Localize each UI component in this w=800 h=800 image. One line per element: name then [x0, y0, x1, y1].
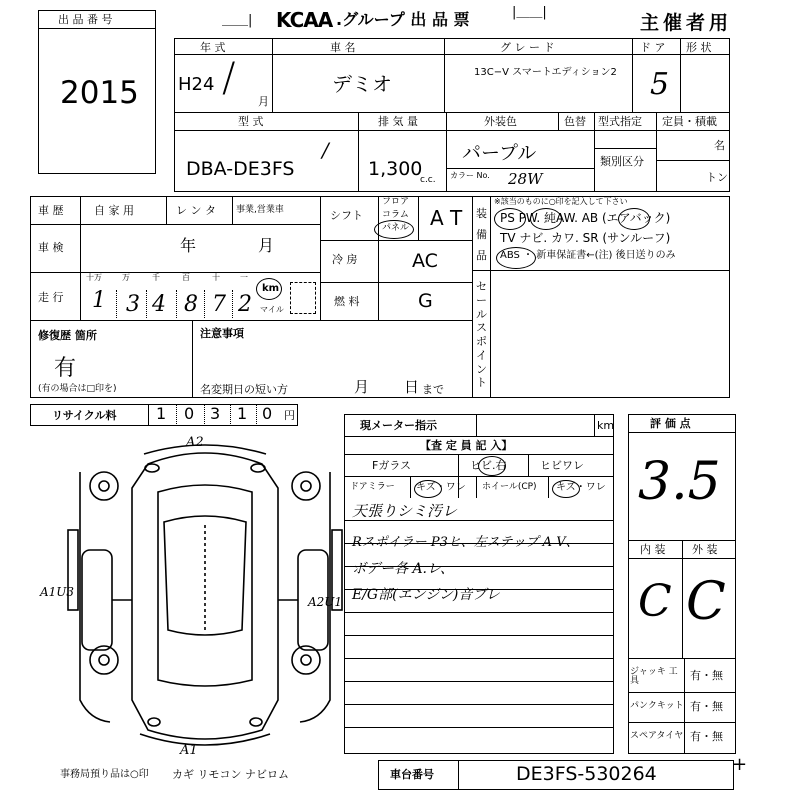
- grade-label: グ レ ー ド: [500, 41, 555, 54]
- remark-line: ボデー各 A.レ、: [352, 561, 454, 577]
- diagram-mark-left: A1U3: [40, 585, 75, 599]
- office-items: カギ リモコン ナビロム: [172, 768, 289, 781]
- year-slash: /: [222, 55, 236, 101]
- ac-label: 冷 房: [332, 253, 358, 266]
- color-no-label: カラー No.: [450, 171, 490, 180]
- displacement-unit: c.c.: [420, 175, 436, 185]
- mileage-digit-label: 十万: [86, 273, 102, 282]
- puncture-label: パンクキット: [630, 701, 684, 711]
- diagram-mark-rear: A1: [180, 743, 198, 758]
- lot-number: 2015: [60, 75, 139, 111]
- equipment-note: ※該当のものに○印を記入して下さい: [494, 197, 628, 206]
- category-label: 類別区分: [600, 155, 644, 168]
- car-damage-diagram: [60, 430, 350, 758]
- jack-value: 有・無: [690, 669, 723, 682]
- repair-note: (有の場合は□印を): [38, 384, 117, 394]
- recycle-digit: 1: [156, 404, 167, 423]
- color-value: パープル: [462, 142, 537, 164]
- recycle-unit: 円: [284, 409, 295, 422]
- displacement-label: 排 気 量: [378, 115, 418, 128]
- mileage-digit: 4: [152, 292, 166, 317]
- mileage-digit: 3: [126, 292, 140, 317]
- car-name: デミオ: [332, 72, 392, 96]
- capacity-label: 定員・積載: [662, 115, 717, 128]
- mirror-circle: [414, 480, 442, 498]
- stamp-box-right: |＿＿|: [512, 5, 547, 20]
- mileage-digit-label: 一: [240, 273, 248, 282]
- score-label: 評 価 点: [650, 417, 691, 430]
- chassis-mark: +: [732, 754, 748, 775]
- repair-value: 有: [54, 356, 77, 381]
- meter-label: 現メーター指示: [360, 419, 437, 432]
- brand-logo: KCAA: [276, 8, 333, 32]
- name-label: 車 名: [330, 41, 356, 54]
- color-no-value: 28W: [508, 170, 543, 188]
- glass-circle: [478, 456, 506, 476]
- pw-circle: [530, 208, 562, 230]
- fuel-label: 燃 料: [334, 295, 360, 308]
- recycle-label: リサイクル料: [52, 409, 117, 422]
- equipment-label: 装 備 品: [476, 207, 487, 262]
- panel-circle: [374, 220, 414, 239]
- mileage-digit: 2: [238, 292, 252, 317]
- shape-label: 形 状: [686, 41, 712, 54]
- repair-label: 修復歴 箇所: [38, 329, 97, 342]
- name-change-month: 月: [354, 378, 370, 396]
- glass-crack: ヒビワレ: [540, 459, 584, 472]
- puncture-value: 有・無: [690, 700, 723, 713]
- chassis-label: 車台番号: [390, 768, 434, 781]
- mileage-digit: 8: [184, 292, 198, 317]
- inspection-label: 車 検: [38, 241, 64, 254]
- recycle-digit: 0: [184, 404, 195, 423]
- name-change-day: 日: [404, 378, 420, 396]
- spare-label: スペアタイヤ: [630, 731, 684, 741]
- color-label: 外装色: [484, 115, 517, 128]
- shift-label: シフト: [330, 209, 363, 222]
- meter-unit: km: [597, 419, 615, 432]
- diagram-mark-front: A2: [186, 435, 204, 450]
- year-label: 年 式: [200, 41, 226, 54]
- remark-line: 天張りシミ汚レ: [352, 502, 458, 520]
- mileage-unit-km: km: [262, 283, 280, 294]
- name-change-until: まで: [422, 383, 444, 396]
- sales-point-label: セールスポイント: [476, 280, 487, 390]
- year-value: H24: [178, 74, 215, 95]
- inspector-label: 【査 定 員 記 入】: [420, 439, 513, 452]
- mileage-digit-label: 万: [122, 273, 130, 282]
- lot-number-label: 出 品 番 号: [58, 13, 113, 26]
- model-label: 型 式: [238, 115, 264, 128]
- equipment-row-3: ABS ・ 新車保証書←(注) 後日送りのみ: [500, 250, 676, 261]
- name-change-label: 名変期日の短い方: [200, 383, 288, 396]
- capacity-unit-ton: トン: [706, 171, 728, 184]
- diagram-mark-right: A2U1: [308, 595, 343, 609]
- capacity-unit-person: 名: [714, 139, 725, 152]
- ps-circle: [494, 208, 526, 230]
- score-value: 3.5: [638, 452, 721, 512]
- exterior-value: C: [686, 572, 726, 632]
- mileage-digit: 1: [92, 288, 106, 313]
- color-change-label: 色替: [564, 115, 586, 128]
- remark-line: Rスポイラー P3ヒ、左ステップ A V、: [352, 535, 579, 550]
- displacement-value: 1,300: [368, 158, 423, 180]
- model-mark: /: [322, 138, 329, 162]
- equipment-row-1: PS PW. 純AW. AB (エアバック): [500, 211, 671, 225]
- model-spec-label: 型式指定: [598, 115, 642, 128]
- inspection-year: 年: [180, 236, 197, 255]
- shift-value: A T: [430, 206, 463, 230]
- recycle-digit: 0: [262, 404, 273, 423]
- chassis-number: DE3FS-530264: [516, 763, 657, 785]
- mirror-options: キズ・ワレ: [416, 482, 466, 493]
- history-label: 車 歴: [38, 204, 64, 217]
- inspection-month: 月: [258, 236, 275, 255]
- mile-checkbox: [290, 282, 316, 314]
- recycle-digit: 3: [210, 404, 221, 423]
- wheel-options: キズ・ワレ: [556, 482, 606, 493]
- history-commercial: 事業,営業車: [236, 205, 284, 215]
- stamp-box-left: ＿＿|: [222, 13, 253, 28]
- mileage-digit: 7: [212, 292, 226, 317]
- wheel-circle: [552, 480, 580, 498]
- month-suffix: 月: [258, 95, 269, 108]
- shift-option-column: コラム: [382, 210, 409, 220]
- ab-circle: [618, 208, 650, 230]
- wheel-label: ホイール(CP): [482, 482, 537, 492]
- km-circle: [256, 278, 282, 300]
- copy-label: 主催者用: [640, 12, 733, 34]
- abs-circle: [496, 247, 536, 269]
- remark-line: E/G部(エンジン)音ブレ: [352, 587, 500, 603]
- exterior-label: 外 装: [692, 543, 718, 556]
- mirror-label: ドアミラー: [350, 482, 395, 492]
- interior-label: 内 装: [640, 543, 666, 556]
- history-rental: レ ン タ: [176, 204, 216, 217]
- notes-label: 注意事項: [200, 327, 244, 340]
- form-title: .グループ 出 品 票: [336, 10, 470, 29]
- glass-label: Fガラス: [372, 459, 411, 472]
- glass-options: ヒビ.右: [470, 459, 507, 472]
- doors-label: ド ア: [640, 41, 666, 54]
- recycle-digit: 1: [237, 404, 248, 423]
- interior-value: C: [638, 576, 672, 627]
- equipment-row-2: TV ナビ. カワ. SR (サンルーフ): [500, 231, 671, 245]
- mileage-digit-label: 千: [152, 273, 160, 282]
- mileage-digit-label: 十: [212, 273, 220, 282]
- model-value: DBA-DE3FS: [186, 158, 295, 180]
- doors-value: 5: [650, 67, 670, 102]
- mileage-unit-mile: マイル: [260, 305, 284, 314]
- grade-value: 13C−V スマートエディション2: [474, 67, 617, 78]
- shift-option-floor: フロア: [382, 197, 410, 207]
- shift-option-panel: パネル: [382, 223, 410, 233]
- fuel-value: G: [418, 290, 433, 312]
- mileage-digit-label: 百: [182, 273, 190, 282]
- office-note: 事務局預り品は○印: [60, 769, 149, 780]
- ac-value: AC: [412, 250, 438, 272]
- spare-value: 有・無: [690, 730, 723, 743]
- jack-label: ジャッキ 工 具: [630, 667, 678, 686]
- mileage-label: 走 行: [38, 291, 64, 304]
- history-private: 自 家 用: [94, 204, 134, 217]
